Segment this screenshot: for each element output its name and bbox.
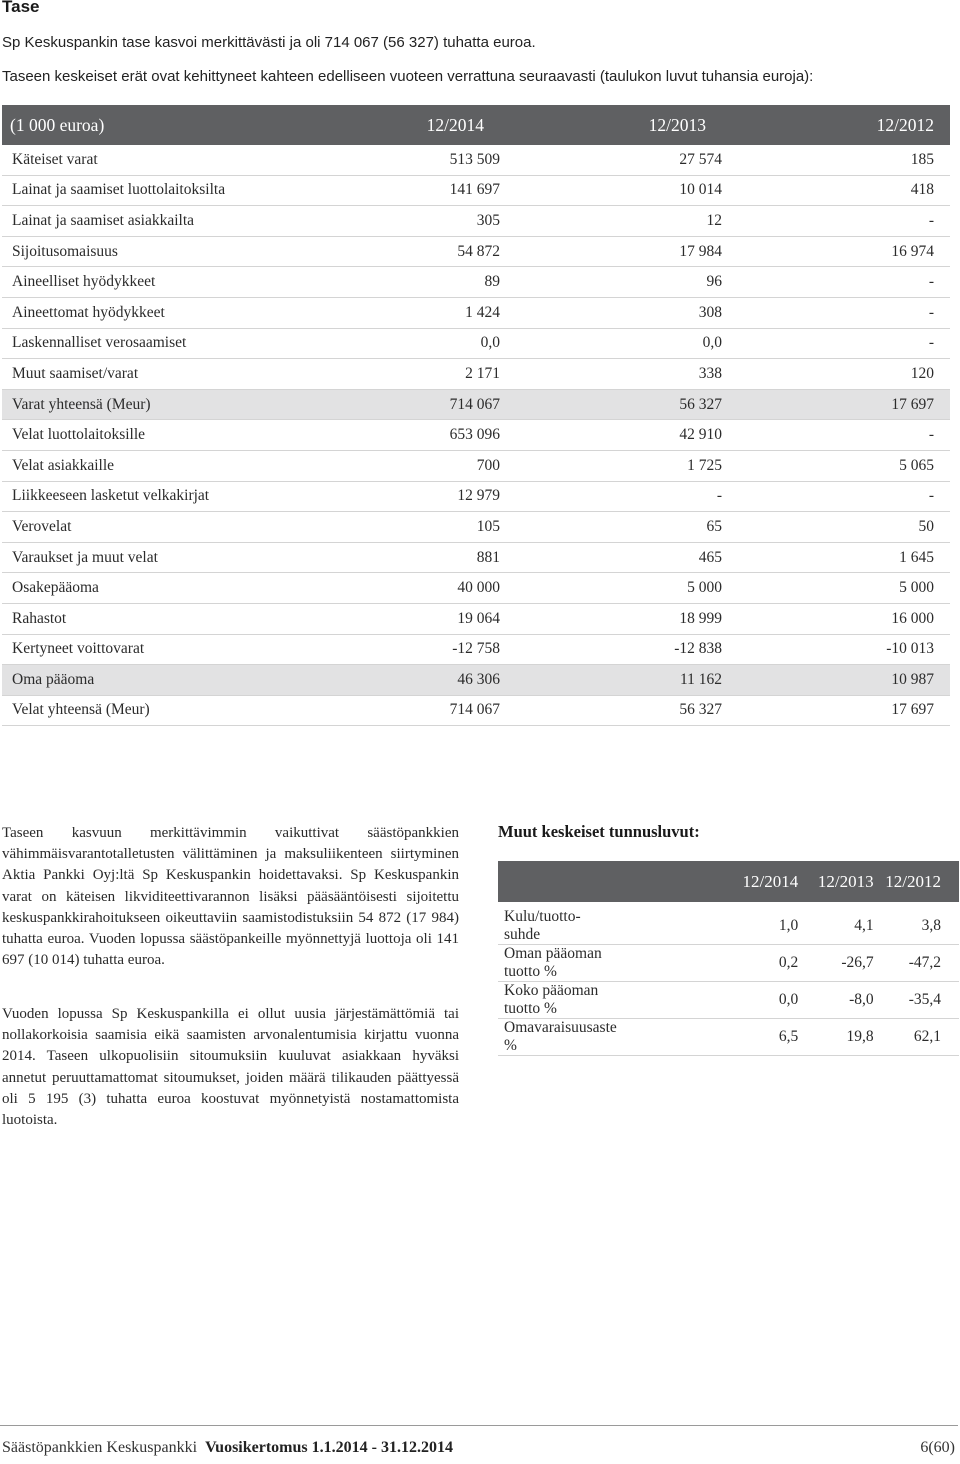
table-row bbox=[2, 236, 950, 267]
key-figure-value: -8,0 bbox=[798, 982, 873, 1019]
key-figure-row bbox=[498, 945, 959, 982]
cell-value: 308 bbox=[500, 297, 722, 328]
cell-value: 40 000 bbox=[360, 573, 500, 604]
header-2014: 12/2014 bbox=[360, 105, 500, 145]
cell-value: - bbox=[722, 328, 950, 359]
row-label: Velat luottolaitoksille bbox=[2, 420, 360, 451]
cell-value: 714 067 bbox=[360, 389, 500, 420]
table-row bbox=[2, 420, 950, 451]
key-figure-label: Omavaraisuusaste % bbox=[498, 1019, 617, 1056]
cell-value: 714 067 bbox=[360, 695, 500, 726]
footer-org: Säästöpankkien Keskuspankki bbox=[2, 1439, 198, 1456]
cell-value: 653 096 bbox=[360, 420, 500, 451]
table-row bbox=[2, 175, 950, 206]
page-number: 6(60) bbox=[920, 1439, 955, 1456]
key-figure-row bbox=[498, 1019, 959, 1056]
cell-value: 1 424 bbox=[360, 297, 500, 328]
balance-header-row bbox=[2, 105, 950, 145]
cell-value: 19 064 bbox=[360, 603, 500, 634]
cell-value: 5 065 bbox=[722, 450, 950, 481]
key-figure-value: 0,0 bbox=[617, 982, 798, 1019]
cell-value: - bbox=[722, 267, 950, 298]
key-figure-value: -26,7 bbox=[798, 945, 873, 982]
cell-value: - bbox=[722, 206, 950, 237]
cell-value: 0,0 bbox=[500, 328, 722, 359]
cell-value: 1 725 bbox=[500, 450, 722, 481]
cell-value: -10 013 bbox=[722, 634, 950, 665]
row-label: Sijoitusomaisuus bbox=[2, 236, 360, 267]
table-row bbox=[2, 695, 950, 726]
section-title: Tase bbox=[2, 0, 40, 16]
cell-value: 18 999 bbox=[500, 603, 722, 634]
cell-value: 105 bbox=[360, 512, 500, 543]
row-label: Kertyneet voittovarat bbox=[2, 634, 360, 665]
cell-value: 50 bbox=[722, 512, 950, 543]
cell-value: 881 bbox=[360, 542, 500, 573]
cell-value: 12 979 bbox=[360, 481, 500, 512]
paragraph-receivables: Vuoden lopussa Sp Keskuspankilla ei ollut uusia järjestämättömiä tai nollakorkoisia saamisia eikä saamisten arvonalentumisia kirjattu vuonna 2014. Taseen ulkopuolisiin sitoumuksiin kuuluvat asiakkaan hyväksi annetut peruuttamattomat sitoumukset, joiden määrä tilikauden päättyessä oli 5 195 (3) tuhatta euroa koostuvat myönnetyistä nostamattomista luotoista. bbox=[2, 1006, 459, 1129]
cell-value: 16 000 bbox=[722, 603, 950, 634]
row-label: Velat yhteensä (Meur) bbox=[2, 695, 360, 726]
row-label: Liikkeeseen lasketut velkakirjat bbox=[2, 481, 360, 512]
table-row bbox=[2, 389, 950, 420]
key-header-2012: 12/2012 bbox=[874, 861, 959, 902]
cell-value: 96 bbox=[500, 267, 722, 298]
key-header-2013: 12/2013 bbox=[798, 861, 873, 902]
key-figure-row bbox=[498, 902, 959, 945]
cell-value: 54 872 bbox=[360, 236, 500, 267]
row-label: Aineettomat hyödykkeet bbox=[2, 297, 360, 328]
key-figure-value: 62,1 bbox=[874, 1019, 959, 1056]
key-figure-label: Koko pääoman tuotto % bbox=[498, 982, 617, 1019]
cell-value: 17 697 bbox=[722, 695, 950, 726]
row-label: Varat yhteensä (Meur) bbox=[2, 389, 360, 420]
cell-value: 0,0 bbox=[360, 328, 500, 359]
table-row bbox=[2, 542, 950, 573]
table-row bbox=[2, 206, 950, 237]
cell-value: 10 987 bbox=[722, 665, 950, 696]
table-row bbox=[2, 481, 950, 512]
header-2012: 12/2012 bbox=[722, 105, 950, 145]
cell-value: 5 000 bbox=[500, 573, 722, 604]
row-label: Varaukset ja muut velat bbox=[2, 542, 360, 573]
table-row bbox=[2, 603, 950, 634]
cell-value: -12 838 bbox=[500, 634, 722, 665]
key-figure-value: 6,5 bbox=[617, 1019, 798, 1056]
key-figure-value: 4,1 bbox=[798, 902, 873, 945]
cell-value: 65 bbox=[500, 512, 722, 543]
balance-table bbox=[2, 105, 950, 726]
cell-value: 89 bbox=[360, 267, 500, 298]
table-row bbox=[2, 512, 950, 543]
table-row bbox=[2, 297, 950, 328]
key-figures-table bbox=[498, 861, 959, 1056]
table-row bbox=[2, 665, 950, 696]
cell-value: 120 bbox=[722, 359, 950, 390]
cell-value: 513 509 bbox=[360, 145, 500, 175]
cell-value: 305 bbox=[360, 206, 500, 237]
cell-value: - bbox=[500, 481, 722, 512]
key-figure-value: -35,4 bbox=[874, 982, 959, 1019]
key-figure-value: 1,0 bbox=[617, 902, 798, 945]
row-label: Laskennalliset verosaamiset bbox=[2, 328, 360, 359]
cell-value: 1 645 bbox=[722, 542, 950, 573]
row-label: Oma pääoma bbox=[2, 665, 360, 696]
cell-value: 5 000 bbox=[722, 573, 950, 604]
footer-divider bbox=[0, 1425, 958, 1426]
table-row bbox=[2, 450, 950, 481]
key-header-empty bbox=[498, 861, 617, 902]
cell-value: 2 171 bbox=[360, 359, 500, 390]
cell-value: 465 bbox=[500, 542, 722, 573]
cell-value: 338 bbox=[500, 359, 722, 390]
key-figures-title: Muut keskeiset tunnusluvut: bbox=[498, 822, 700, 841]
table-row bbox=[2, 573, 950, 604]
key-figure-value: 0,2 bbox=[617, 945, 798, 982]
cell-value: 10 014 bbox=[500, 175, 722, 206]
cell-value: 418 bbox=[722, 175, 950, 206]
key-figure-row bbox=[498, 982, 959, 1019]
cell-value: 141 697 bbox=[360, 175, 500, 206]
table-row bbox=[2, 267, 950, 298]
cell-value: - bbox=[722, 420, 950, 451]
key-figure-value: 3,8 bbox=[874, 902, 959, 945]
row-label: Lainat ja saamiset asiakkailta bbox=[2, 206, 360, 237]
cell-value: 56 327 bbox=[500, 695, 722, 726]
key-figure-label: Oman pääoman tuotto % bbox=[498, 945, 617, 982]
cell-value: 27 574 bbox=[500, 145, 722, 175]
row-label: Rahastot bbox=[2, 603, 360, 634]
header-unit: (1 000 euroa) bbox=[2, 105, 360, 145]
footer-report: Vuosikertomus 1.1.2014 - 31.12.2014 bbox=[205, 1439, 453, 1456]
key-header-2014: 12/2014 bbox=[617, 861, 798, 902]
row-label: Lainat ja saamiset luottolaitoksilta bbox=[2, 175, 360, 206]
paragraph-balance-growth: Taseen kasvuun merkittävimmin vaikuttivat säästöpankkien vähimmäisvarantotalletusten välittäminen ja maksuliikenteen siirtyminen Aktia Pankki Oyj:ltä Sp Keskuspankin hoidettavaksi. Sp Keskuspankin varat on käteisen likviditeettivarannon lisäksi pääsääntöisesti sijoitettu keskuspankkirahoitukseen oikeuttaviin saamistodistuksiin 54 872 (17 984) tuhatta euroa. Vuoden lopussa säästöpankeille myönnettyjä luottoja oli 141 697 (10 014) tuhatta euroa. bbox=[2, 825, 459, 969]
table-row bbox=[2, 145, 950, 175]
row-label: Velat asiakkaille bbox=[2, 450, 360, 481]
cell-value: 11 162 bbox=[500, 665, 722, 696]
cell-value: 700 bbox=[360, 450, 500, 481]
table-row bbox=[2, 328, 950, 359]
row-label: Osakepääoma bbox=[2, 573, 360, 604]
row-label: Aineelliset hyödykkeet bbox=[2, 267, 360, 298]
header-2013: 12/2013 bbox=[500, 105, 722, 145]
row-label: Käteiset varat bbox=[2, 145, 360, 175]
cell-value: 46 306 bbox=[360, 665, 500, 696]
cell-value: 42 910 bbox=[500, 420, 722, 451]
cell-value: 17 984 bbox=[500, 236, 722, 267]
cell-value: 16 974 bbox=[722, 236, 950, 267]
cell-value: - bbox=[722, 297, 950, 328]
cell-value: -12 758 bbox=[360, 634, 500, 665]
table-intro: Taseen keskeiset erät ovat kehittyneet kahteen edelliseen vuoteen verrattuna seuraavasti (taulukon luvut tuhansia euroja): bbox=[2, 68, 814, 85]
row-label: Verovelat bbox=[2, 512, 360, 543]
footer-text bbox=[2, 1439, 453, 1457]
table-row bbox=[2, 634, 950, 665]
cell-value: 17 697 bbox=[722, 389, 950, 420]
key-figures-header-row bbox=[498, 861, 959, 902]
cell-value: 56 327 bbox=[500, 389, 722, 420]
table-row bbox=[2, 359, 950, 390]
cell-value: 185 bbox=[722, 145, 950, 175]
key-figure-label: Kulu/tuotto-suhde bbox=[498, 902, 617, 945]
key-figure-value: -47,2 bbox=[874, 945, 959, 982]
key-figure-value: 19,8 bbox=[798, 1019, 873, 1056]
row-label: Muut saamiset/varat bbox=[2, 359, 360, 390]
cell-value: - bbox=[722, 481, 950, 512]
intro-sentence: Sp Keskuspankin tase kasvoi merkittävästi ja oli 714 067 (56 327) tuhatta euroa. bbox=[2, 34, 536, 51]
cell-value: 12 bbox=[500, 206, 722, 237]
